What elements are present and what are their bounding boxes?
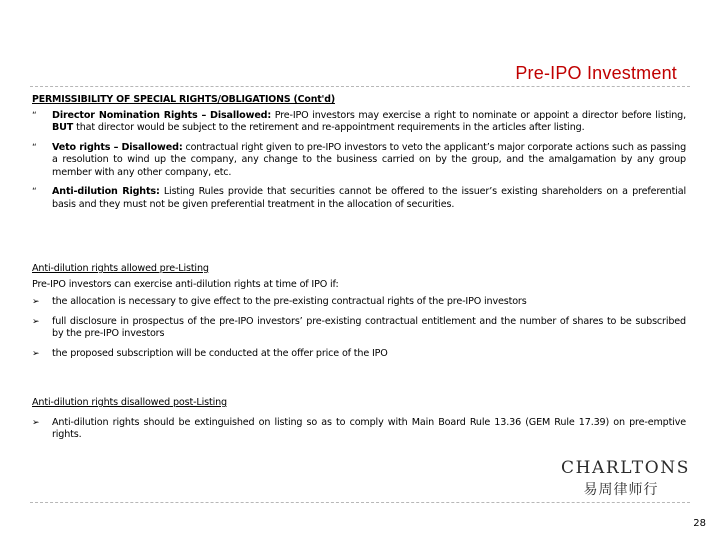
item-text: Anti-dilution rights should be extinguished on listing so as to comply with Main Board Rule 13.36 (GEM Rule 17.39) on pre-emptive rights. bbox=[52, 416, 686, 440]
section-disallowed-post-listing bbox=[32, 397, 686, 442]
section-title: PERMISSIBILITY OF SPECIAL RIGHTS/OBLIGATIONS (Cont'd) bbox=[32, 94, 335, 105]
list-item bbox=[32, 348, 686, 361]
page-number: 28 bbox=[693, 518, 706, 529]
arrow-bullet-icon: ➢ bbox=[32, 297, 40, 307]
bullet-marker: “ bbox=[32, 110, 37, 121]
arrow-bullet-icon: ➢ bbox=[32, 316, 40, 327]
item-label: Anti-dilution Rights: bbox=[52, 186, 160, 197]
charltons-logo bbox=[561, 458, 691, 499]
list-item bbox=[32, 316, 686, 341]
section-special-rights bbox=[32, 94, 686, 211]
item-text: full disclosure in prospectus of the pre-IPO investors’ pre-existing contractual entitlement and the number of shares to be subscribed by the pre-IPO investors bbox=[52, 315, 686, 339]
item-text-rest: that director would be subject to the retirement and re-appointment requirements in the articles after listing. bbox=[73, 122, 585, 133]
list-item bbox=[32, 296, 686, 309]
section-allowed-pre-listing bbox=[32, 263, 686, 360]
section-intro: Pre-IPO investors can exercise anti-dilution rights at time of IPO if: bbox=[32, 278, 339, 290]
top-divider bbox=[30, 86, 690, 87]
logo-chinese: 易周律师行 bbox=[583, 482, 659, 498]
item-text: the proposed subscription will be conducted at the offer price of the IPO bbox=[52, 347, 388, 359]
list-item bbox=[32, 186, 686, 211]
section-heading: Anti-dilution rights allowed pre-Listing bbox=[32, 263, 209, 274]
list-item bbox=[32, 110, 686, 135]
list-item bbox=[32, 142, 686, 180]
bullet-marker: “ bbox=[32, 142, 37, 153]
list-item bbox=[32, 417, 686, 442]
arrow-bullet-icon: ➢ bbox=[32, 348, 40, 359]
item-text: the allocation is necessary to give effect to the pre-existing contractual rights of the pre-IPO investors bbox=[52, 296, 527, 307]
logo-english: CHARLTONS bbox=[561, 458, 691, 478]
section-heading: Anti-dilution rights disallowed post-Listing bbox=[32, 397, 227, 408]
item-emphasis: BUT bbox=[52, 122, 74, 133]
item-text: contractual right given to pre-IPO investors to veto the applicant’s major corporate actions such as passing a resolution to wind up the company, any change to the business carried on by the group, and the amalgamation by any group member with any other company, etc. bbox=[52, 141, 687, 178]
item-text: Listing Rules provide that securities cannot be offered to the issuer’s existing shareholders on a preferential basis and they must not be given preferential treatment in the allocation of securities. bbox=[52, 186, 686, 210]
item-text: Pre-IPO investors may exercise a right to nominate or appoint a director before listing, bbox=[271, 109, 686, 121]
arrow-bullet-icon: ➢ bbox=[32, 417, 40, 428]
bottom-divider bbox=[30, 502, 690, 503]
page-title: Pre-IPO Investment bbox=[515, 63, 677, 83]
item-label: Director Nomination Rights – Disallowed: bbox=[52, 109, 272, 121]
item-label: Veto rights – Disallowed: bbox=[52, 141, 183, 153]
bullet-marker: “ bbox=[32, 187, 37, 197]
